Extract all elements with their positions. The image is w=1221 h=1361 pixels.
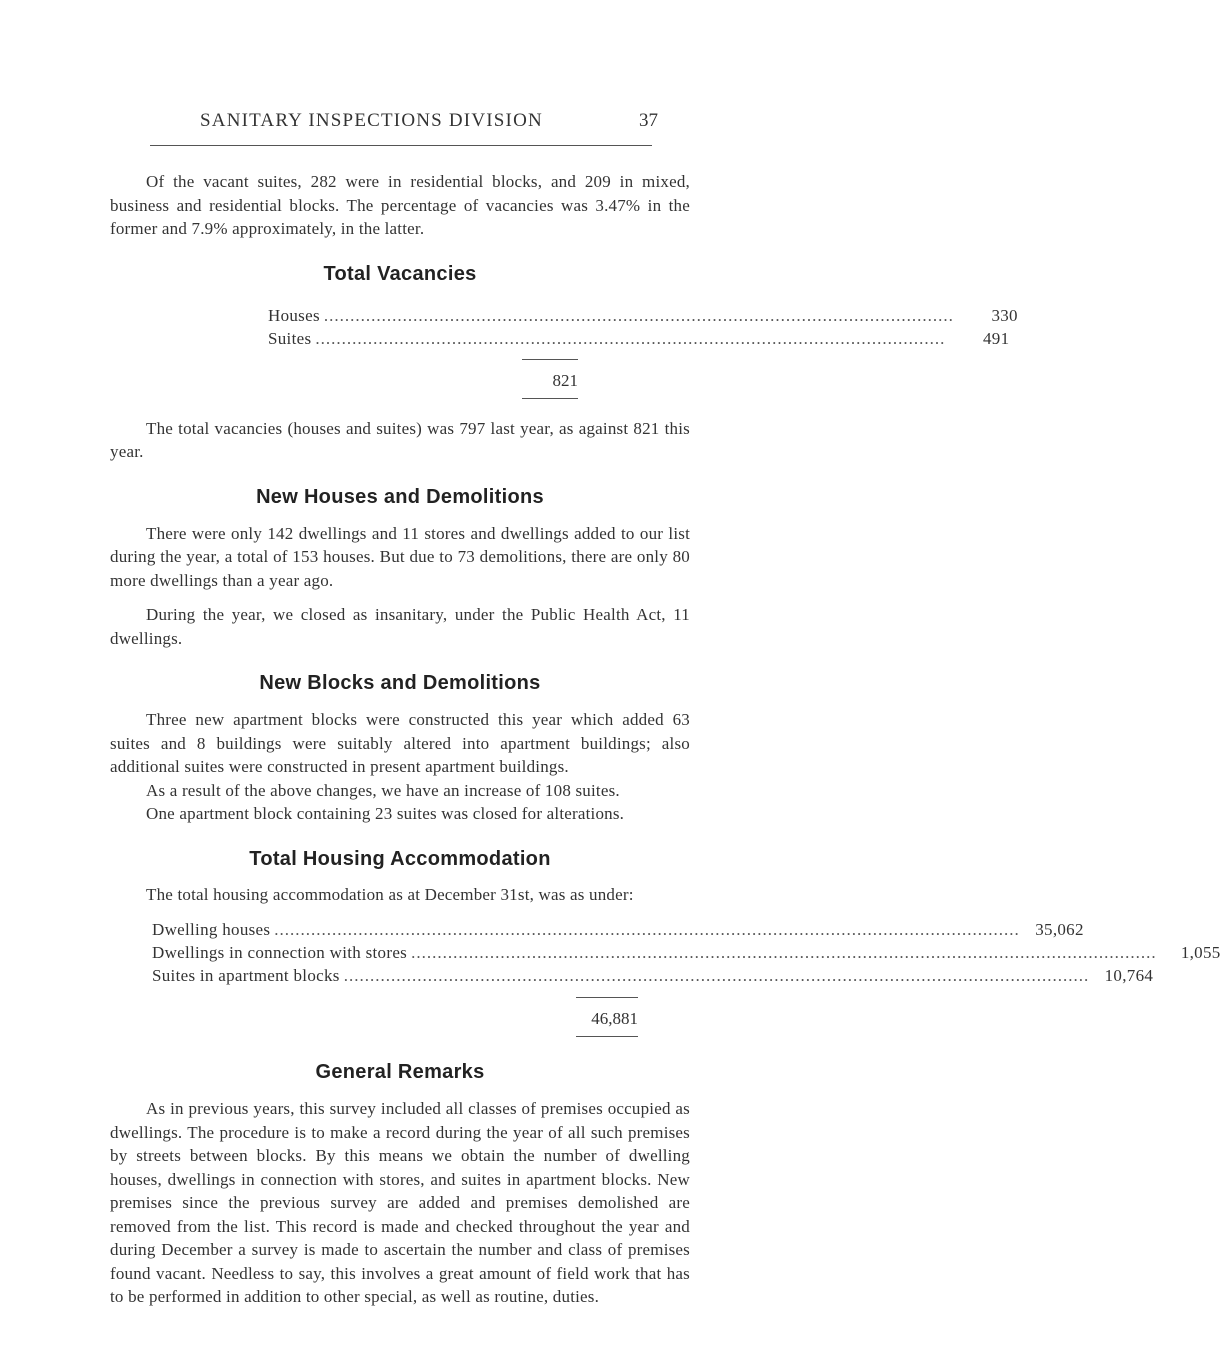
row-label: Suites in apartment blocks — [152, 966, 340, 985]
table-row — [152, 941, 1221, 964]
heading-new-houses: New Houses and Demolitions — [256, 485, 544, 508]
vacancies-note: The total vacancies (houses and suites) was 797 last year, as against 821 this year. — [110, 418, 690, 461]
page-content — [110, 170, 1221, 1309]
row-value: 35,062 — [1035, 920, 1084, 939]
row-label: Dwellings in connection with stores — [152, 943, 408, 962]
section-total-housing — [110, 847, 1221, 1038]
table-row — [268, 327, 1010, 350]
new-houses-paragraph-2: During the year, we closed as insanitary, under the Public Health Act, 11 dwellings. — [110, 605, 690, 648]
row-label: Suites — [268, 328, 312, 348]
dot-leader: .............................................................................................................................................. — [411, 943, 1157, 962]
housing-table — [152, 918, 1221, 1037]
heading-general-remarks: General Remarks — [315, 1061, 485, 1083]
page-number: 37 — [639, 110, 658, 131]
section-total-vacancies — [110, 262, 1018, 464]
total-row — [152, 1007, 638, 1030]
row-value: 10,764 — [1104, 966, 1154, 985]
heading-total-vacancies: Total Vacancies — [323, 262, 477, 285]
dot-leader: .............................................................................................................................................. — [274, 920, 1020, 939]
section-new-houses — [110, 486, 690, 651]
housing-intro: The total housing accommodation as at December 31st, was as under: — [146, 884, 634, 904]
general-remarks-paragraph: As in previous years, this survey included all classes of premises occupied as dwellings. The procedure is to make a record during the year of all such premises by streets between blocks. By this means we obtain the number of dwelling houses, dwellings in connection with stores, and suites in apartment blocks. New premises since the previous survey are added and premises demolished are removed from the list. This record is made and checked throughout the year and during December a survey is made to ascertain the number and class of premises found vacant. Needless to say, this involves a great amount of field work that has to be performed in addition to other special, as well as routine, duties. — [110, 1099, 690, 1306]
row-label: Houses — [268, 305, 320, 325]
new-blocks-paragraph-3: One apartment block containing 23 suites was closed for alterations. — [146, 804, 625, 823]
dot-leader: ........................................................................................................................ — [315, 328, 946, 348]
running-title: SANITARY INSPECTIONS DIVISION — [200, 110, 543, 131]
new-houses-paragraph-1: There were only 142 dwellings and 11 stores and dwellings added to our list during the year, a total of 153 houses. But due to 73 demolitions, there are only 80 more dwellings than a year ago. — [110, 523, 690, 590]
table-row — [152, 918, 1084, 941]
row-label: Dwelling houses — [152, 920, 271, 939]
new-blocks-paragraph-1: Three new apartment blocks were constructed this year which added 63 suites and 8 buildings were suitably altered into apartment buildings; also additional suites were constructed in present apartment buildings. — [110, 710, 690, 776]
sum-rule-bottom — [522, 398, 578, 399]
running-header — [0, 100, 800, 140]
vacancies-table — [268, 304, 1018, 399]
dot-leader: .............................................................................................................................................. — [343, 966, 1090, 985]
heading-new-blocks: New Blocks and Demolitions — [259, 672, 541, 694]
row-value: 491 — [982, 328, 1010, 348]
row-value: 330 — [991, 305, 1018, 325]
total-row — [268, 369, 578, 392]
table-row — [152, 964, 1154, 987]
dot-leader: ........................................................................................................................ — [323, 305, 954, 325]
header-rule — [150, 145, 652, 146]
new-blocks-paragraph-2: As a result of the above changes, we have an increase of 108 suites. — [146, 780, 620, 800]
row-value: 1,055 — [1180, 943, 1221, 962]
heading-total-housing: Total Housing Accommodation — [249, 847, 551, 870]
total-value: 821 — [552, 370, 578, 390]
table-row — [268, 304, 1018, 327]
section-general-remarks — [110, 1061, 690, 1309]
section-new-blocks — [110, 672, 690, 826]
intro-paragraph: Of the vacant suites, 282 were in residential blocks, and 209 in mixed, business and residential blocks. The percentage of vacancies was 3.47% in the former and 7.9% approximately, in the latter. — [110, 172, 690, 238]
sum-rule-bottom — [576, 1036, 638, 1037]
total-value: 46,881 — [591, 1009, 638, 1028]
